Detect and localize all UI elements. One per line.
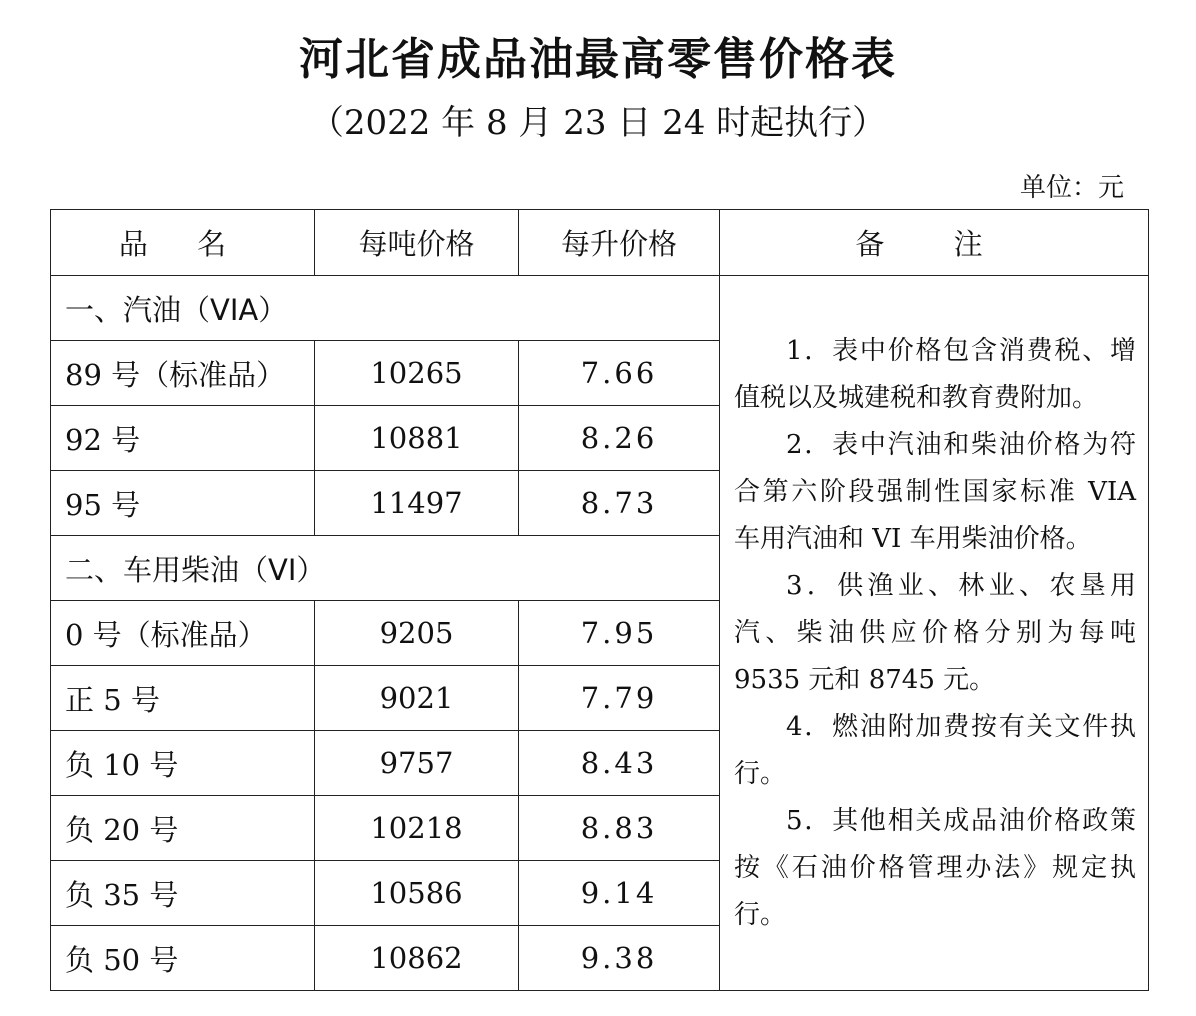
page-title: 河北省成品油最高零售价格表	[299, 34, 897, 85]
note-item: 5．其他相关成品油价格政策按《石油价格管理办法》规定执行。	[734, 805, 1136, 930]
price-per-ton: 10586	[315, 861, 519, 926]
price-per-ton: 9757	[315, 731, 519, 796]
price-per-liter: 9.38	[519, 926, 720, 991]
note-item: 2．表中汽油和柴油价格为符合第六阶段强制性国家标准 VIA 车用汽油和 VI 车用柴油价格。	[734, 429, 1136, 554]
price-per-liter: 9.14	[519, 861, 720, 926]
product-name: 正 5 号	[51, 666, 315, 731]
price-per-liter: 7.66	[519, 341, 720, 406]
price-per-liter: 8.73	[519, 471, 720, 536]
price-per-liter: 8.43	[519, 731, 720, 796]
remarks-cell	[720, 276, 1149, 991]
product-name: 负 10 号	[51, 731, 315, 796]
price-per-ton: 10218	[315, 796, 519, 861]
header-remarks: 备 注	[720, 210, 1149, 276]
product-name: 负 50 号	[51, 926, 315, 991]
section-row-gasoline	[51, 276, 1149, 341]
price-per-ton: 10881	[315, 406, 519, 471]
product-name: 负 20 号	[51, 796, 315, 861]
effective-date-subtitle: （2022 年 8 月 23 日 24 时起执行）	[309, 103, 887, 143]
product-name: 89 号（标准品）	[51, 341, 315, 406]
note-item: 1．表中价格包含消费税、增值税以及城建税和教育费附加。	[734, 335, 1136, 413]
header-product-name: 品 名	[51, 210, 315, 276]
note-item: 4．燃油附加费按有关文件执行。	[734, 711, 1136, 789]
product-name: 0 号（标准品）	[51, 601, 315, 666]
product-name: 95 号	[51, 471, 315, 536]
price-table	[50, 209, 1149, 991]
price-per-liter: 8.83	[519, 796, 720, 861]
price-per-ton: 9021	[315, 666, 519, 731]
header-row	[51, 210, 1149, 276]
header-price-per-ton: 每吨价格	[315, 210, 519, 276]
price-per-ton: 10265	[315, 341, 519, 406]
product-name: 92 号	[51, 406, 315, 471]
section-diesel: 二、车用柴油（VI）	[51, 536, 720, 601]
price-per-liter: 7.95	[519, 601, 720, 666]
unit-label: 单位：元	[1019, 173, 1124, 203]
price-per-ton: 10862	[315, 926, 519, 991]
price-per-liter: 8.26	[519, 406, 720, 471]
section-gasoline: 一、汽油（VIA）	[51, 276, 720, 341]
header-price-per-liter: 每升价格	[519, 210, 720, 276]
price-per-ton: 9205	[315, 601, 519, 666]
product-name: 负 35 号	[51, 861, 315, 926]
price-per-liter: 7.79	[519, 666, 720, 731]
price-per-ton: 11497	[315, 471, 519, 536]
note-item: 3．供渔业、林业、农垦用汽、柴油供应价格分别为每吨 9535 元和 8745 元。	[734, 570, 1136, 695]
